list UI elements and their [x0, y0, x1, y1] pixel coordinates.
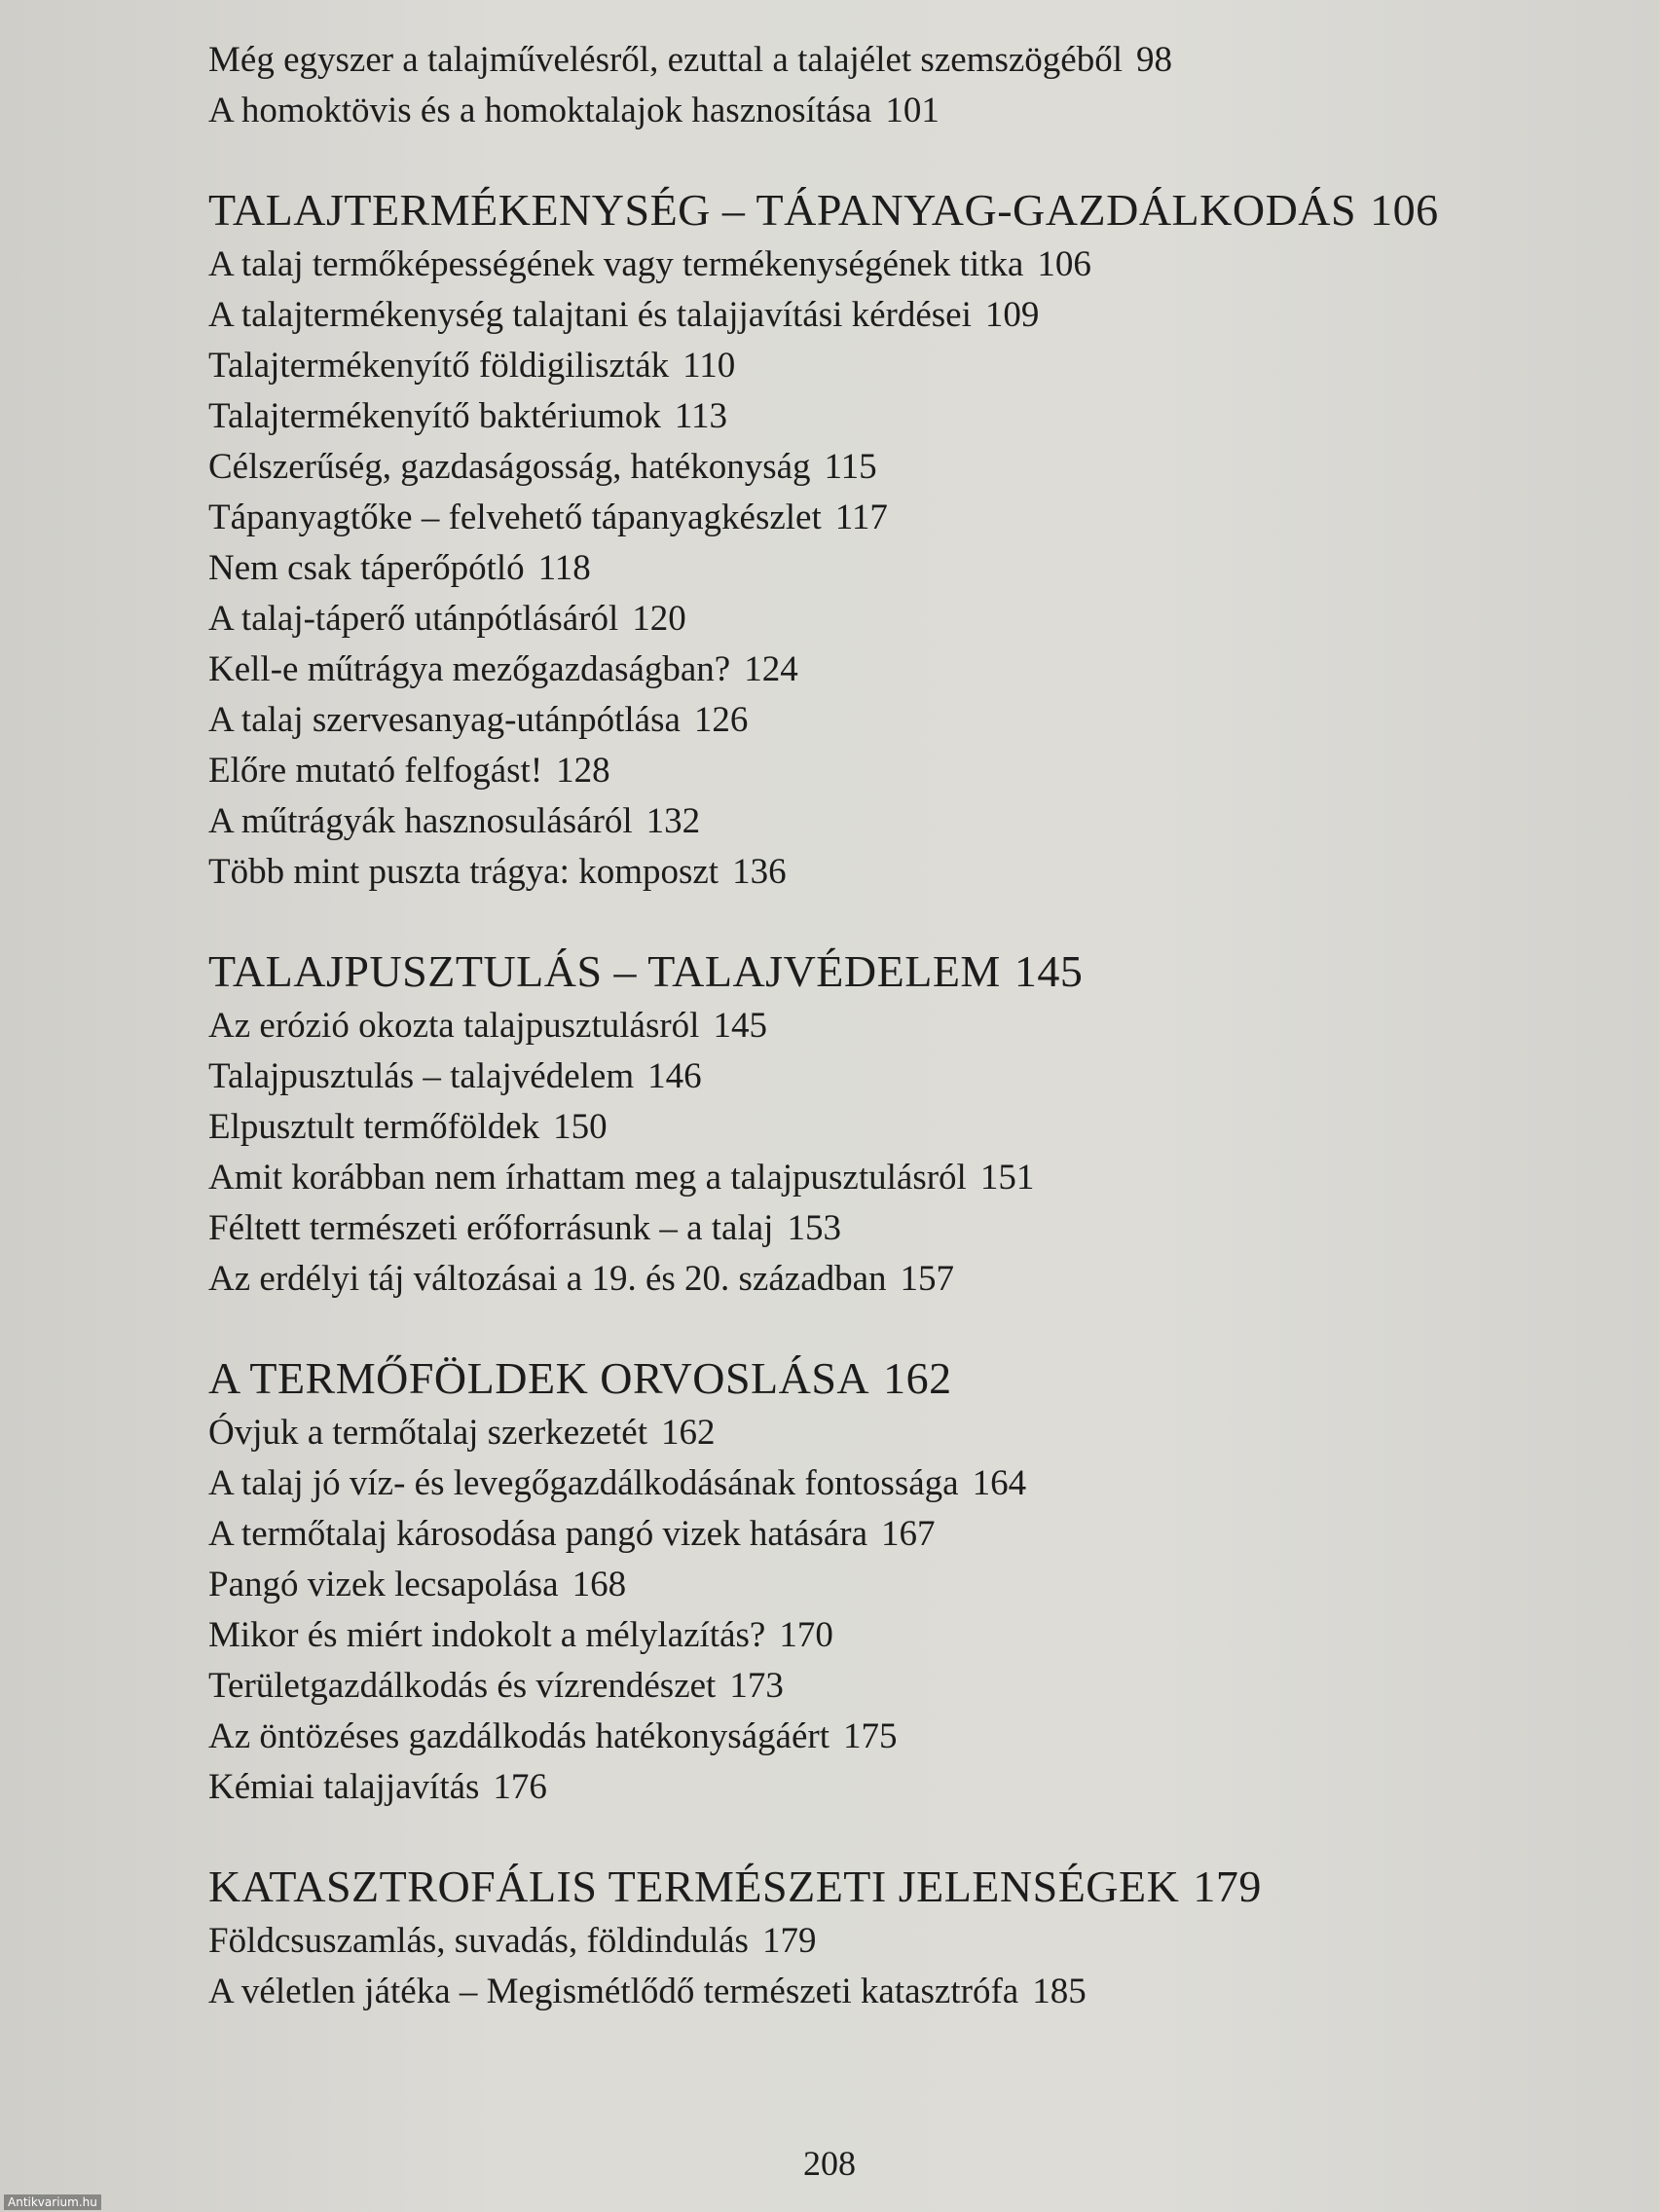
toc-section — [208, 35, 1610, 136]
section-heading-title: A TERMŐFÖLDEK ORVOSLÁSA — [208, 1353, 870, 1403]
toc-entry-title: A talajtermékenység talajtani és talajjavítási kérdései — [208, 295, 972, 335]
toc-entry-page: 126 — [693, 700, 749, 740]
toc-entry-page: 175 — [843, 1716, 898, 1756]
toc-entry — [208, 1560, 1610, 1610]
section-heading — [208, 183, 1610, 238]
toc-entry — [208, 1661, 1610, 1712]
toc-entry — [208, 746, 1610, 796]
toc-entry-title: Célszerűség, gazdaságosság, hatékonyság — [208, 447, 811, 487]
toc-entry — [208, 442, 1610, 493]
toc-entry — [208, 796, 1610, 847]
toc-entry-page: 153 — [787, 1208, 841, 1248]
toc-entry-title: Óvjuk a termőtalaj szerkezetét — [208, 1413, 647, 1453]
toc-entry — [208, 1458, 1610, 1509]
toc-entry-title: A talaj szervesanyag-utánpótlása — [208, 700, 681, 740]
toc-entry-page: 115 — [824, 447, 877, 487]
toc-entry-title: Több mint puszta trágya: komposzt — [208, 852, 719, 892]
toc-entry-title: Még egyszer a talajművelésről, ezuttal a talajélet szemszögéből — [208, 40, 1123, 80]
toc-entry-title: A termőtalaj károsodása pangó vizek hatására — [208, 1514, 868, 1554]
toc-entry-title: A talaj-táperő utánpótlásáról — [208, 599, 619, 639]
toc-entry-page: 179 — [761, 1921, 817, 1961]
toc-entry-page: 170 — [779, 1615, 833, 1655]
toc-entry — [208, 594, 1610, 645]
toc-entry-title: Amit korábban nem írhattam meg a talajpusztulásról — [208, 1158, 967, 1198]
toc-entry-title: Pangó vizek lecsapolása — [208, 1565, 559, 1604]
toc-entry-title: Féltett természeti erőforrásunk – a talaj — [208, 1208, 774, 1248]
toc-entry-page: 146 — [647, 1056, 702, 1096]
section-heading — [208, 944, 1610, 999]
toc-entry — [208, 1254, 1610, 1305]
toc-entry-page: 124 — [744, 649, 798, 689]
toc-entry — [208, 695, 1610, 746]
toc-entry-page: 145 — [713, 1006, 767, 1046]
toc-entry — [208, 645, 1610, 695]
toc-entry-title: A véletlen játéka – Megismétlődő természeti katasztrófa — [208, 1972, 1019, 2011]
toc-entry-page: 167 — [881, 1514, 936, 1554]
toc-entry-title: Talajpusztulás – talajvédelem — [208, 1056, 635, 1096]
toc-entry-page: 117 — [834, 498, 888, 537]
toc-entry — [208, 847, 1610, 898]
toc-entry-title: Kell-e műtrágya mezőgazdaságban? — [208, 649, 731, 689]
toc-entry-page: 109 — [984, 295, 1040, 335]
section-heading — [208, 1860, 1610, 1914]
toc-entry — [208, 1610, 1610, 1661]
toc-entry — [208, 1051, 1610, 1102]
toc-entry — [208, 86, 1610, 136]
toc-entry-title: Nem csak táperőpótló — [208, 548, 525, 588]
toc-entry-page: 173 — [729, 1666, 784, 1706]
toc-entry-title: Tápanyagtőke – felvehető tápanyagkészlet — [208, 498, 822, 537]
toc-entry-title: Elpusztult termőföldek — [208, 1107, 540, 1147]
section-heading-page: 106 — [1370, 185, 1439, 235]
toc-entry — [208, 1967, 1610, 2017]
toc-section — [208, 183, 1610, 898]
toc-entry-page: 132 — [645, 801, 701, 841]
toc-entry-page: 120 — [632, 599, 686, 639]
section-heading-page: 145 — [1014, 946, 1084, 996]
toc-entry-page: 113 — [674, 396, 728, 436]
toc-entry — [208, 1153, 1610, 1203]
toc-entry-page: 136 — [732, 852, 787, 892]
toc-entry-title: Az erózió okozta talajpusztulásról — [208, 1006, 700, 1046]
toc-entry — [208, 1762, 1610, 1813]
toc-entry-page: 151 — [979, 1158, 1035, 1198]
toc-entry-title: A talaj termőképességének vagy termékenységének titka — [208, 244, 1024, 284]
toc-entry — [208, 1916, 1610, 1967]
toc-entry-page: 164 — [972, 1463, 1027, 1503]
toc-entry-page: 157 — [900, 1259, 955, 1299]
toc-entry — [208, 1509, 1610, 1560]
toc-entry — [208, 543, 1610, 594]
toc-entry — [208, 35, 1610, 86]
toc-section — [208, 1351, 1610, 1813]
toc-entry-title: Talajtermékenyítő baktériumok — [208, 396, 661, 436]
toc-entry-page: 128 — [556, 751, 610, 791]
toc-entry — [208, 493, 1610, 543]
toc-entry — [208, 240, 1610, 290]
toc-section — [208, 944, 1610, 1305]
toc-entry — [208, 391, 1610, 442]
toc-entry-title: Az erdélyi táj változásai a 19. és 20. században — [208, 1259, 887, 1299]
toc-section — [208, 1860, 1610, 2017]
toc-entry-page: 168 — [571, 1565, 627, 1604]
toc-entry-title: Mikor és miért indokolt a mélylazítás? — [208, 1615, 766, 1655]
table-of-contents — [208, 35, 1610, 2017]
section-heading — [208, 1351, 1610, 1406]
toc-entry-title: Földcsuszamlás, suvadás, földindulás — [208, 1921, 749, 1961]
toc-entry-page: 185 — [1032, 1972, 1087, 2011]
toc-entry — [208, 290, 1610, 341]
toc-entry-page: 162 — [660, 1413, 716, 1453]
section-heading-page: 179 — [1193, 1862, 1262, 1911]
page-number: 208 — [803, 2144, 856, 2183]
toc-entry-title: Talajtermékenyítő földigiliszták — [208, 346, 670, 386]
toc-entry — [208, 1712, 1610, 1762]
toc-entry — [208, 1203, 1610, 1254]
watermark: Antikvarium.hu — [4, 2194, 101, 2210]
section-heading-title: KATASZTROFÁLIS TERMÉSZETI JELENSÉGEK — [208, 1862, 1180, 1911]
toc-entry-page: 176 — [493, 1767, 547, 1807]
toc-entry — [208, 1102, 1610, 1153]
toc-entry-title: Előre mutató felfogást! — [208, 751, 543, 791]
toc-entry-title: Kémiai talajjavítás — [208, 1767, 480, 1807]
toc-entry — [208, 1001, 1610, 1051]
toc-entry-title: A talaj jó víz- és levegőgazdálkodásának fontossága — [208, 1463, 959, 1503]
section-heading-title: TALAJTERMÉKENYSÉG – TÁPANYAG-GAZDÁLKODÁS — [208, 185, 1357, 235]
section-heading-title: TALAJPUSZTULÁS – TALAJVÉDELEM — [208, 946, 1001, 996]
toc-entry-title: Területgazdálkodás és vízrendészet — [208, 1666, 717, 1706]
toc-entry-title: A homoktövis és a homoktalajok hasznosítása — [208, 91, 872, 130]
toc-entry — [208, 341, 1610, 391]
toc-entry-title: Az öntözéses gazdálkodás hatékonyságáért — [208, 1716, 830, 1756]
toc-entry-page: 98 — [1135, 40, 1172, 80]
toc-entry-page: 150 — [553, 1107, 608, 1147]
toc-entry-page: 101 — [885, 91, 940, 130]
toc-entry — [208, 1408, 1610, 1458]
section-heading-page: 162 — [883, 1353, 952, 1403]
toc-entry-page: 110 — [682, 346, 736, 386]
toc-entry-title: A műtrágyák hasznosulásáról — [208, 801, 633, 841]
toc-entry-page: 118 — [537, 548, 591, 588]
toc-entry-page: 106 — [1037, 244, 1091, 284]
